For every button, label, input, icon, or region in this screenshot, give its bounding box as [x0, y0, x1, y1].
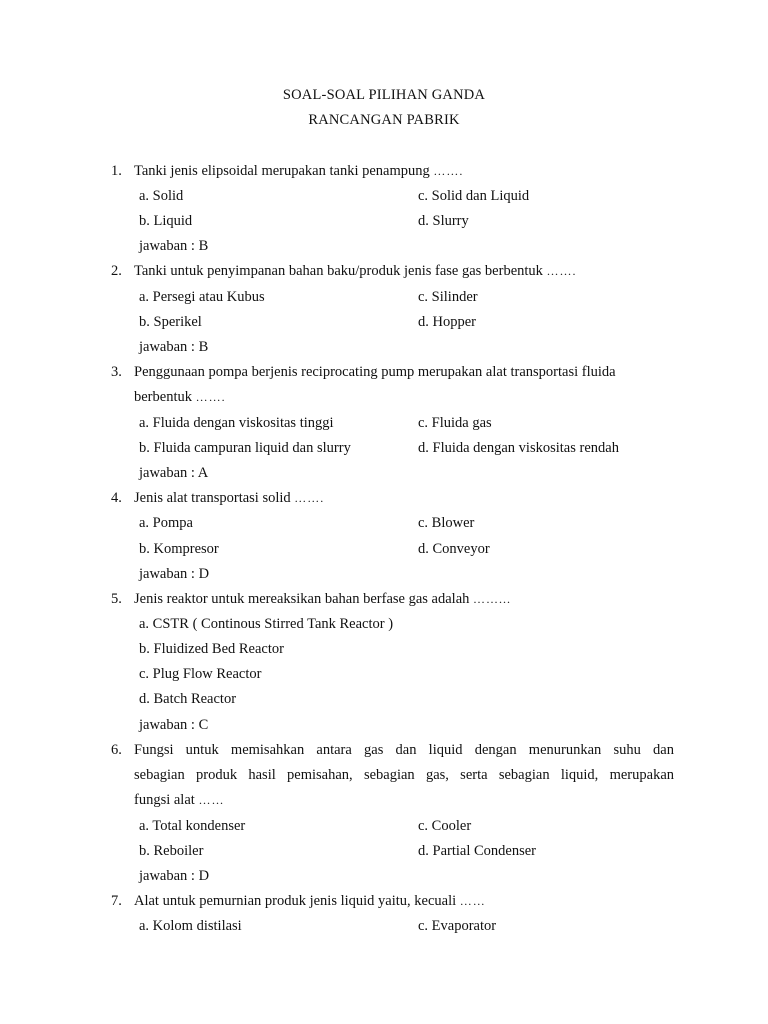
question-text-continued: fungsi alat ……: [134, 792, 225, 808]
option-b: b. Sperikel: [139, 314, 202, 330]
option-a: a. Total kondenser: [139, 818, 246, 834]
option-a: a. Solid: [139, 188, 184, 204]
option-b: b. Fluidized Bed Reactor: [139, 641, 284, 657]
answer-key: jawaban : D: [139, 868, 210, 884]
option-d: d. Batch Reactor: [139, 691, 237, 707]
question-number: 3.: [111, 364, 122, 380]
question-number: 5.: [111, 591, 122, 607]
answer-key: jawaban : A: [139, 465, 209, 481]
option-c: c. Silinder: [418, 289, 478, 305]
answer-key: jawaban : B: [139, 339, 209, 355]
question-text: Alat untuk pemurnian produk jenis liquid yaitu, kecuali ……: [134, 893, 486, 909]
option-c: c. Blower: [418, 515, 475, 531]
option-d: d. Slurry: [418, 213, 469, 229]
document-subtitle: RANCANGAN PABRIK: [308, 112, 460, 128]
option-c: c. Evaporator: [418, 918, 497, 934]
question-number: 1.: [111, 163, 122, 179]
question-text: Jenis alat transportasi solid …….: [134, 490, 325, 506]
question-number: 6.: [111, 742, 122, 758]
question-number: 4.: [111, 490, 122, 506]
question-text-continued: berbentuk …….: [134, 389, 226, 405]
option-a: a. CSTR ( Continous Stirred Tank Reactor ): [139, 616, 394, 632]
option-d: d. Fluida dengan viskositas rendah: [418, 440, 619, 456]
answer-key: jawaban : C: [139, 717, 209, 733]
option-a: a. Kolom distilasi: [139, 918, 242, 934]
option-d: d. Conveyor: [418, 541, 490, 557]
option-b: b. Kompresor: [139, 541, 219, 557]
option-a: a. Pompa: [139, 515, 193, 531]
document-title: SOAL-SOAL PILIHAN GANDA: [282, 87, 486, 103]
question-text-continued: sebagian produk hasil pemisahan, sebagian gas, serta sebagian liquid, merupakan: [134, 767, 674, 783]
option-b: b. Liquid: [139, 213, 193, 229]
question-text: Penggunaan pompa berjenis reciprocating pump merupakan alat transportasi fluida: [134, 364, 616, 380]
option-c: c. Cooler: [418, 818, 472, 834]
option-b: b. Reboiler: [139, 843, 204, 859]
option-d: d. Hopper: [418, 314, 476, 330]
option-b: b. Fluida campuran liquid dan slurry: [139, 440, 351, 456]
option-c: c. Fluida gas: [418, 415, 492, 431]
question-text: Fungsi untuk memisahkan antara gas dan liquid dengan menurunkan suhu dan: [134, 742, 674, 758]
question-number: 2.: [111, 263, 122, 279]
question-text: Tanki jenis elipsoidal merupakan tanki penampung …….: [134, 163, 464, 179]
answer-key: jawaban : B: [139, 238, 209, 254]
option-a: a. Fluida dengan viskositas tinggi: [139, 415, 334, 431]
option-c: c. Solid dan Liquid: [418, 188, 530, 204]
question-number: 7.: [111, 893, 122, 909]
option-c: c. Plug Flow Reactor: [139, 666, 262, 682]
option-d: d. Partial Condenser: [418, 843, 536, 859]
question-text: Jenis reaktor untuk mereaksikan bahan berfase gas adalah ……...: [134, 591, 512, 607]
option-a: a. Persegi atau Kubus: [139, 289, 265, 305]
answer-key: jawaban : D: [139, 566, 210, 582]
question-text: Tanki untuk penyimpanan bahan baku/produk jenis fase gas berbentuk …….: [134, 263, 577, 279]
